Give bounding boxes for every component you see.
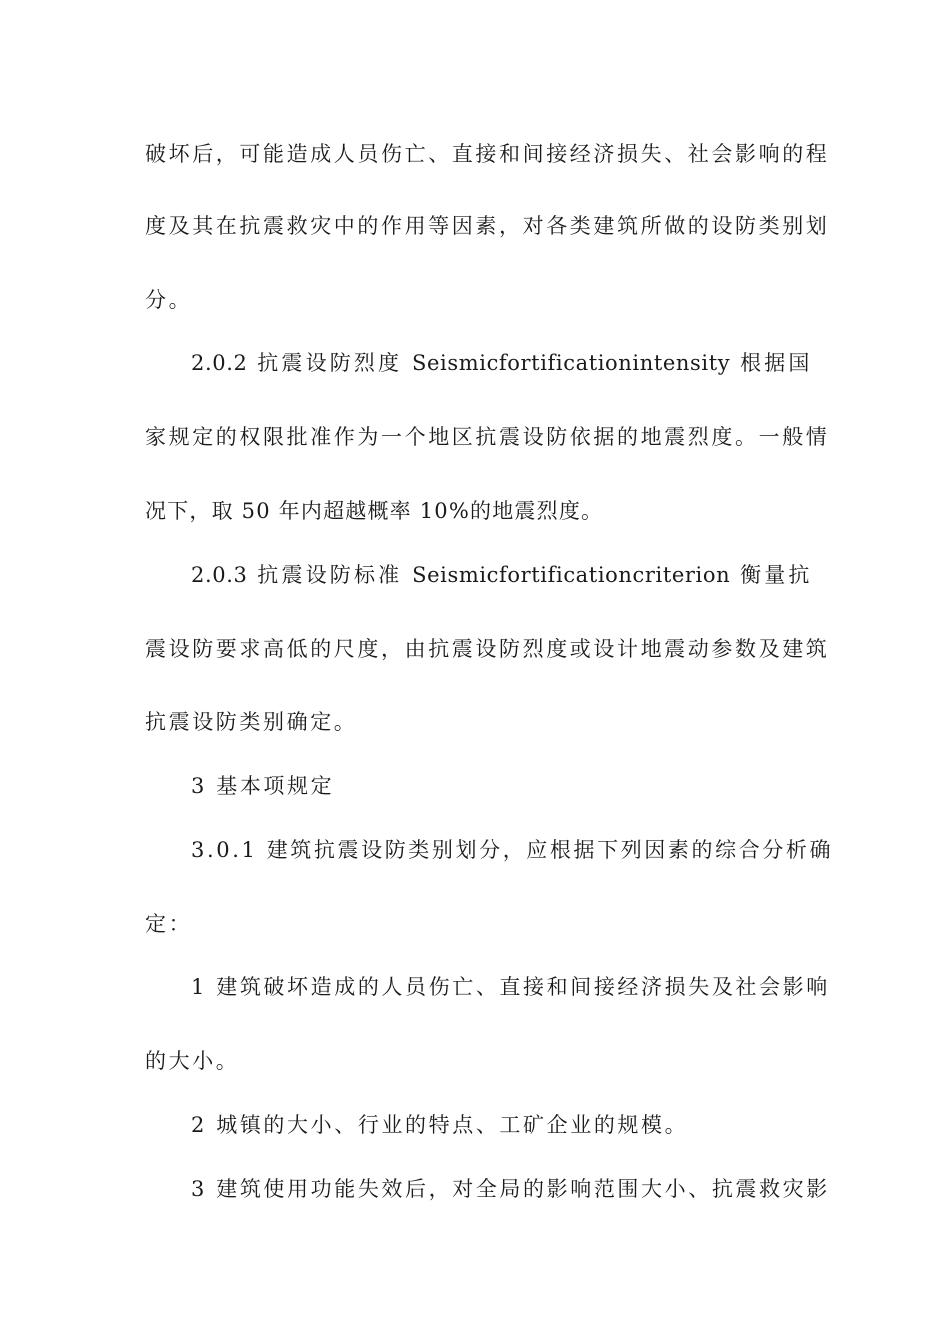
text-line: 震设防要求高低的尺度，由抗震设防烈度或设计地震动参数及建筑 [145, 637, 830, 661]
text-line: 3 建筑使用功能失效后，对全局的影响范围大小、抗震救灾影 [191, 1177, 830, 1201]
text-line: 2.0.3 抗震设防标准 Seismicfortificationcriterion 衡量抗 [191, 563, 810, 587]
text-line: 的大小。 [145, 1049, 240, 1073]
text-line: 破坏后，可能造成人员伤亡、直接和间接经济损失、社会影响的程 [145, 142, 830, 166]
text-line: 定： [145, 912, 193, 936]
text-line: 3.0.1 建筑抗震设防类别划分，应根据下列因素的综合分析确 [191, 838, 834, 862]
text-line: 抗震设防类别确定。 [145, 710, 358, 734]
section-heading: 3 基本项规定 [191, 774, 335, 798]
text-line: 度及其在抗震救灾中的作用等因素，对各类建筑所做的设防类别划 [145, 214, 830, 238]
text-line: 1 建筑破坏造成的人员伤亡、直接和间接经济损失及社会影响 [191, 975, 830, 999]
text-line: 分。 [145, 288, 193, 312]
text-line: 家规定的权限批准作为一个地区抗震设防依据的地震烈度。一般情 [145, 425, 830, 449]
text-line: 况下，取 50 年内超越概率 10%的地震烈度。 [145, 499, 604, 523]
text-line: 2 城镇的大小、行业的特点、工矿企业的规模。 [191, 1113, 689, 1137]
text-line: 2.0.2 抗震设防烈度 Seismicfortificationintensity 根据国 [191, 351, 810, 375]
